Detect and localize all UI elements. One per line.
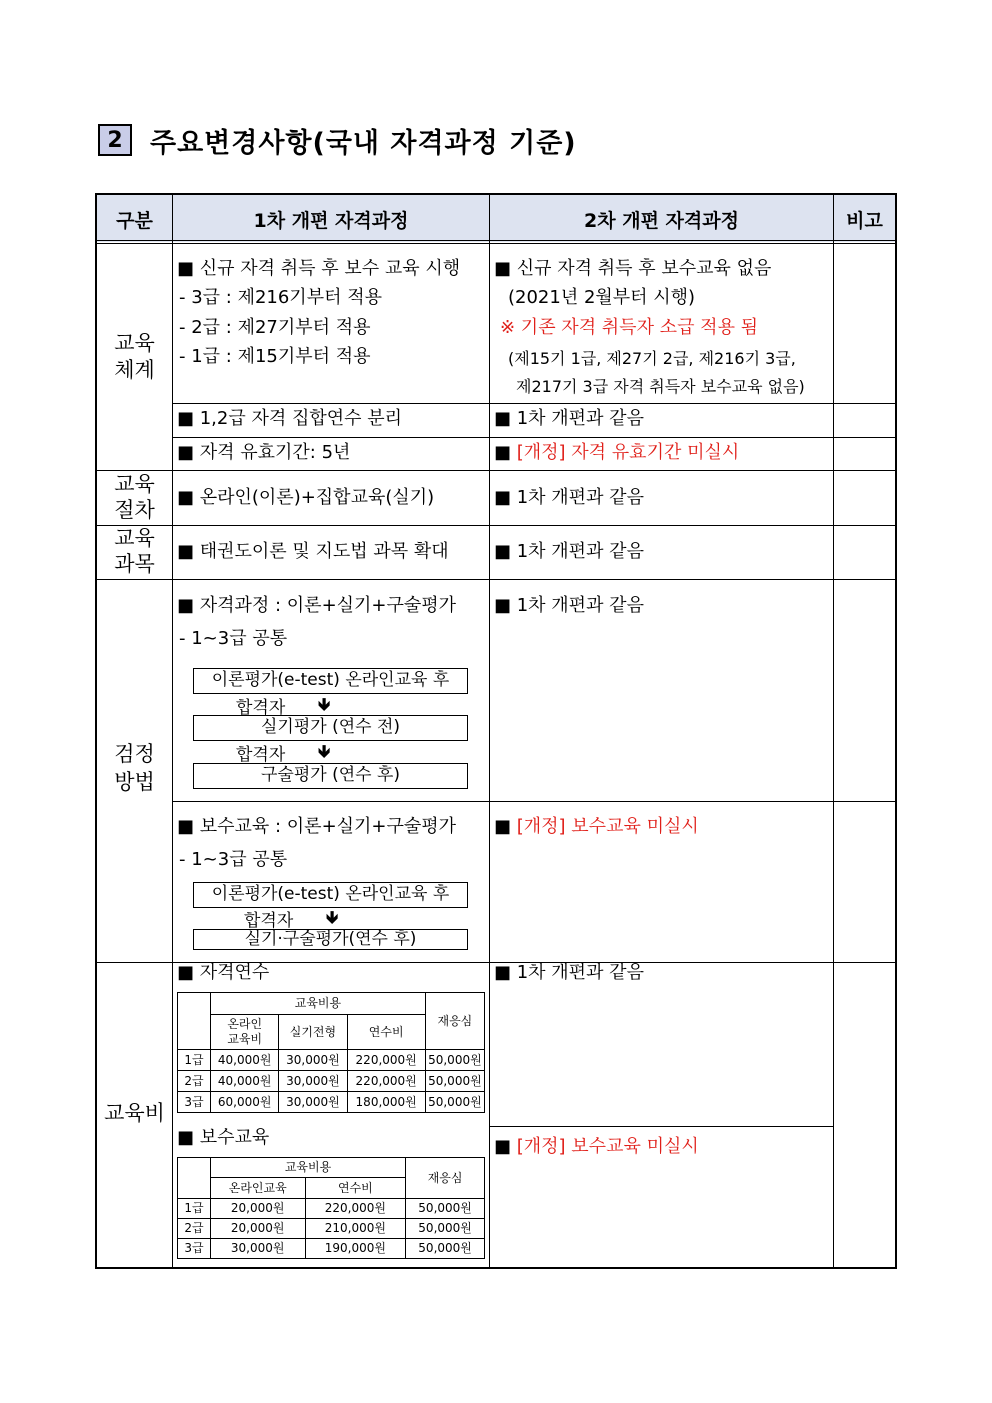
revision-note: [개정] 보수교육 미실시: [516, 816, 699, 837]
method-refresh-title: ■ 보수교육 : 이론+실기+구술평가: [177, 816, 457, 837]
category-label: 교육 과목: [114, 526, 155, 576]
system-first-line-4: - 1급 : 제15기부터 적용: [179, 346, 371, 367]
table-cell: 30,000원: [279, 1050, 347, 1071]
col-header: 연수비: [305, 1178, 406, 1199]
down-arrow-icon: 🡻: [326, 908, 339, 928]
table-cell: 1급: [178, 1199, 211, 1219]
category-education-subject: [97, 525, 172, 577]
table-row: [178, 1071, 485, 1092]
cost-cert-title: ■ 자격연수: [177, 962, 270, 983]
corner-cell: [178, 993, 211, 1050]
pass-label: 합격자: [236, 745, 286, 765]
subject-first: ■ 태권도이론 및 지도법 과목 확대: [177, 541, 449, 562]
cost-refresh-second: [494, 1136, 699, 1158]
bullet: ■: [494, 442, 512, 463]
category-label: 교육비: [104, 1101, 165, 1125]
system-second-tail-2: 제217기 3급 자격 취득자 보수교육 없음): [516, 377, 805, 396]
flow-theory-test: 이론평가(e-test) 온라인교육 후: [193, 668, 468, 694]
subject-second: ■ 1차 개편과 같음: [494, 541, 644, 562]
bullet: ■: [494, 816, 512, 837]
section-heading: [98, 120, 577, 160]
procedure-first: ■ 온라인(이론)+집합교육(실기): [177, 487, 435, 508]
system-row3-second: [494, 442, 739, 464]
system-first-line-1: ■ 신규 자격 취득 후 보수 교육 시행: [177, 258, 461, 279]
table-cell: 60,000원: [211, 1092, 279, 1113]
system-row3-first: ■ 자격 유효기간: 5년: [177, 442, 351, 463]
method-cert-title: ■ 자격과정 : 이론+실기+구술평가: [177, 595, 457, 616]
table-row: [178, 1199, 485, 1219]
table-cell: 50,000원: [425, 1050, 484, 1071]
table-cell: 50,000원: [425, 1092, 484, 1113]
table-cell: 50,000원: [425, 1071, 484, 1092]
table-cell: 2급: [178, 1219, 211, 1239]
header-second-reform: 2차 개편 자격과정: [584, 210, 739, 232]
table-cell: 30,000원: [279, 1092, 347, 1113]
down-arrow-icon: 🡻: [318, 742, 331, 762]
table-cell: 190,000원: [305, 1239, 406, 1259]
col-header: 실기전형: [279, 1015, 347, 1050]
cert-cost-table: [177, 992, 485, 1113]
flow-refresh-theory: 이론평가(e-test) 온라인교육 후: [193, 882, 468, 908]
flow-practical-test: 실기평가 (연수 전): [193, 715, 468, 741]
category-label: 검정 방법: [114, 742, 155, 794]
revision-note: [개정] 보수교육 미실시: [516, 1136, 699, 1157]
table-cell: 50,000원: [406, 1239, 485, 1259]
cost-cert-second: ■ 1차 개편과 같음: [494, 962, 644, 983]
group-header: 교육비용: [210, 1158, 405, 1178]
flow-refresh-practical: 실기·구술평가(연수 후): [193, 929, 468, 950]
pass-label: 합격자: [244, 911, 294, 931]
table-cell: 3급: [178, 1092, 211, 1113]
method-refresh-second: [494, 816, 699, 838]
table-cell: 3급: [178, 1239, 211, 1259]
table-row: [178, 1239, 485, 1259]
table-cell: 50,000원: [406, 1219, 485, 1239]
category-education-cost: [97, 1100, 172, 1127]
retest-header: 재응심: [406, 1158, 485, 1199]
system-row2-first: ■ 1,2급 자격 집합연수 분리: [177, 408, 403, 429]
down-arrow-icon: 🡻: [318, 695, 331, 715]
bullet: ■: [494, 1136, 512, 1157]
table-cell: 220,000원: [347, 1071, 425, 1092]
header-first-reform: 1차 개편 자격과정: [253, 210, 409, 232]
category-label: 교육 체계: [114, 331, 155, 382]
section-number: 2: [98, 124, 132, 156]
category-education-procedure: [97, 471, 172, 523]
category-label: 교육 절차: [114, 472, 155, 522]
category-test-method: [97, 740, 172, 796]
table-cell: 30,000원: [210, 1239, 305, 1259]
table-cell: 1급: [178, 1050, 211, 1071]
col-header: 온라인교육: [210, 1178, 305, 1199]
system-second-red-note: ※ 기존 자격 취득자 소급 적용 됨: [500, 317, 759, 338]
table-cell: 30,000원: [279, 1071, 347, 1092]
system-row2-second: ■ 1차 개편과 같음: [494, 408, 644, 429]
header-category: 구분: [116, 210, 153, 232]
table-cell: 2급: [178, 1071, 211, 1092]
group-header: 교육비용: [211, 993, 426, 1015]
pass-label: 합격자: [236, 698, 286, 718]
system-first-line-2: - 3급 : 제216기부터 적용: [179, 287, 382, 308]
table-cell: 40,000원: [211, 1050, 279, 1071]
table-cell: 40,000원: [211, 1071, 279, 1092]
method-cert-second: ■ 1차 개편과 같음: [494, 595, 644, 616]
table-cell: 50,000원: [406, 1199, 485, 1219]
header-note: 비고: [846, 210, 883, 232]
category-education-system: [97, 330, 172, 384]
table-row: [178, 1050, 485, 1071]
refresh-cost-table: [177, 1157, 485, 1259]
table-cell: 220,000원: [347, 1050, 425, 1071]
table-cell: 20,000원: [210, 1219, 305, 1239]
col-header: 온라인 교육비: [211, 1015, 279, 1050]
section-title: 주요변경사항(국내 자격과정 기준): [150, 127, 577, 159]
table-row: [178, 1092, 485, 1113]
method-refresh-sub: - 1~3급 공통: [179, 849, 288, 870]
cost-refresh-title: ■ 보수교육: [177, 1127, 270, 1148]
flow-oral-test: 구술평가 (연수 후): [193, 763, 468, 789]
system-second-tail-1: (제15기 1급, 제27기 2급, 제216기 3급,: [508, 349, 796, 368]
table-cell: 20,000원: [210, 1199, 305, 1219]
system-second-line-1: ■ 신규 자격 취득 후 보수교육 없음: [494, 258, 772, 279]
method-cert-sub: - 1~3급 공통: [179, 628, 288, 649]
table-cell: 180,000원: [347, 1092, 425, 1113]
col-header: 연수비: [347, 1015, 425, 1050]
procedure-second: ■ 1차 개편과 같음: [494, 487, 644, 508]
system-second-line-2: (2021년 2월부터 시행): [508, 287, 696, 308]
revision-note: [개정] 자격 유효기간 미실시: [516, 442, 740, 463]
system-first-line-3: - 2급 : 제27기부터 적용: [179, 317, 371, 338]
table-cell: 210,000원: [305, 1219, 406, 1239]
table-row: [178, 1219, 485, 1239]
table-cell: 220,000원: [305, 1199, 406, 1219]
retest-header: 재응심: [425, 993, 484, 1050]
corner-cell: [178, 1158, 211, 1199]
